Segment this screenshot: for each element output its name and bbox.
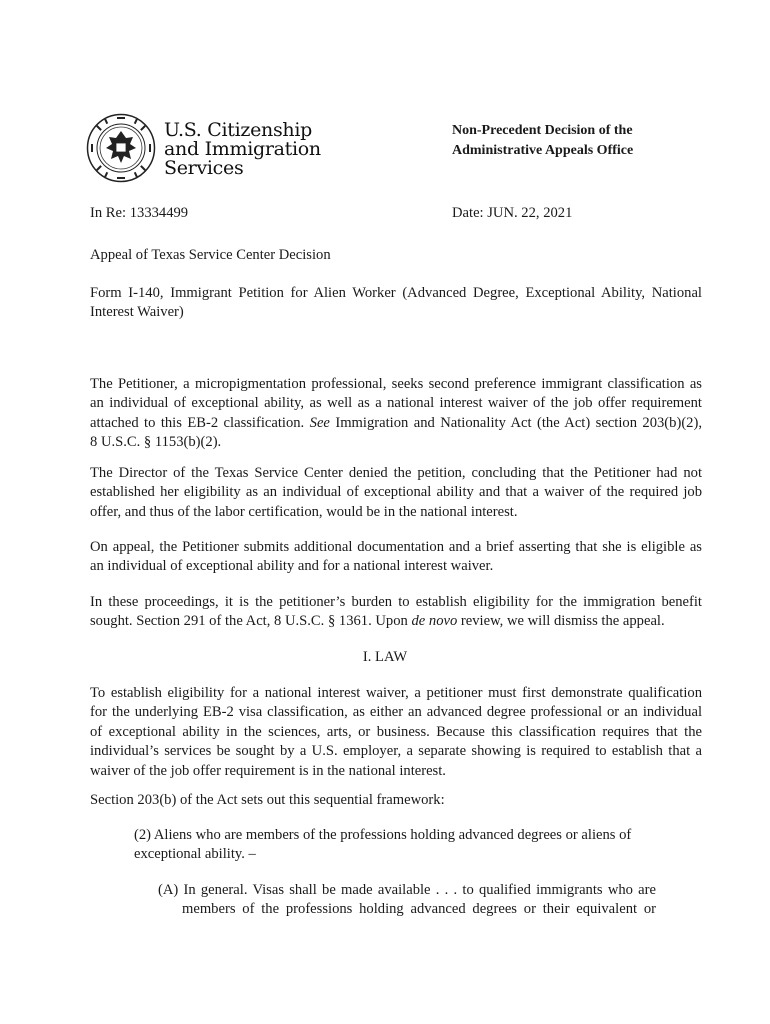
paragraph-3 bbox=[90, 538, 702, 577]
paragraph-2-line-1: The Director of the Texas Service Center denied the petition, concluding that the Petitioner had not bbox=[90, 465, 702, 481]
paragraph-1-line-3: attached to this EB-2 classification. See Immigration and Nationality Act (the Act) section 203(b)(2), bbox=[90, 414, 702, 431]
paragraph-1 bbox=[90, 375, 702, 453]
section-heading-law: I. LAW bbox=[362, 649, 408, 665]
statute-subsection-line-2: members of the professions holding advanced degrees or their equivalent or bbox=[182, 901, 656, 918]
agency-line-1: U.S. Citizenship bbox=[164, 119, 312, 141]
paragraph-1-line-1: The Petitioner, a micropigmentation professional, seeks second preference immigrant classification as bbox=[90, 376, 702, 392]
decision-type-line-1: Non-Precedent Decision of the bbox=[452, 123, 633, 138]
statute-subsection bbox=[158, 881, 656, 920]
paragraph-5-line-4: individual’s services be sought by a U.S. employer, a separate showing is required to establish that a bbox=[90, 743, 702, 760]
see-citation: See bbox=[309, 414, 330, 431]
de-novo-term: de novo bbox=[411, 613, 458, 630]
agency-name bbox=[164, 121, 321, 178]
decision-date: Date: JUN. 22, 2021 bbox=[452, 205, 573, 221]
paragraph-5-line-2: for the underlying EB-2 visa classification, as either an advanced degree professional or an individual bbox=[90, 704, 702, 721]
statute-quote-line-2: exceptional ability. – bbox=[134, 846, 256, 863]
decision-type bbox=[452, 121, 633, 161]
paragraph-2-line-2: established her eligibility as an individual of exceptional ability and that a waiver of the required job bbox=[90, 484, 702, 501]
paragraph-1-line-2: an individual of exceptional ability, as well as a national interest waiver of the job offer requirement bbox=[90, 395, 702, 412]
form-line-2: Interest Waiver) bbox=[90, 304, 184, 321]
dhs-seal-icon bbox=[86, 113, 156, 183]
paragraph-6: Section 203(b) of the Act sets out this sequential framework: bbox=[90, 792, 445, 808]
paragraph-5 bbox=[90, 684, 702, 781]
statute-subsection-line-1: (A) In general. Visas shall be made available . . . to qualified immigrants who are bbox=[158, 882, 656, 898]
paragraph-4-line-2: sought. Section 291 of the Act, 8 U.S.C. § 1361. Upon de novo review, we will dismiss the appeal. bbox=[90, 613, 665, 630]
agency-line-2: and Immigration bbox=[164, 138, 321, 160]
paragraph-4-line-1: In these proceedings, it is the petitioner’s burden to establish eligibility for the immigration benefit bbox=[90, 594, 702, 610]
statute-quote-line-1: (2) Aliens who are members of the professions holding advanced degrees or aliens of bbox=[134, 827, 632, 843]
paragraph-3-line-1: On appeal, the Petitioner submits additional documentation and a brief asserting that she is eligible as bbox=[90, 539, 702, 555]
decision-type-line-2: Administrative Appeals Office bbox=[452, 143, 634, 158]
appeal-line: Appeal of Texas Service Center Decision bbox=[90, 247, 331, 263]
paragraph-2 bbox=[90, 464, 702, 522]
paragraph-5-line-3: of exceptional ability in the sciences, arts, or business. Because this classification requires that the bbox=[90, 723, 702, 740]
form-line-1: Form I-140, Immigrant Petition for Alien Worker (Advanced Degree, Exceptional Ability, National bbox=[90, 285, 702, 301]
paragraph-3-line-2: an individual of exceptional ability and for a national interest waiver. bbox=[90, 558, 494, 575]
paragraph-1-line-4: 8 U.S.C. § 1153(b)(2). bbox=[90, 434, 222, 451]
agency-line-3: Services bbox=[164, 157, 244, 179]
paragraph-4 bbox=[90, 593, 702, 632]
form-description bbox=[90, 284, 702, 323]
paragraph-2-line-3: offer, and thus of the labor certification, would be in the national interest. bbox=[90, 503, 518, 520]
paragraph-5-line-1: To establish eligibility for a national interest waiver, a petitioner must first demonstrate qualification bbox=[90, 685, 702, 701]
paragraph-5-line-5: waiver of the job offer requirement is in the national interest. bbox=[90, 762, 446, 779]
statute-quote bbox=[134, 826, 656, 865]
in-re: In Re: 13334499 bbox=[90, 205, 189, 221]
